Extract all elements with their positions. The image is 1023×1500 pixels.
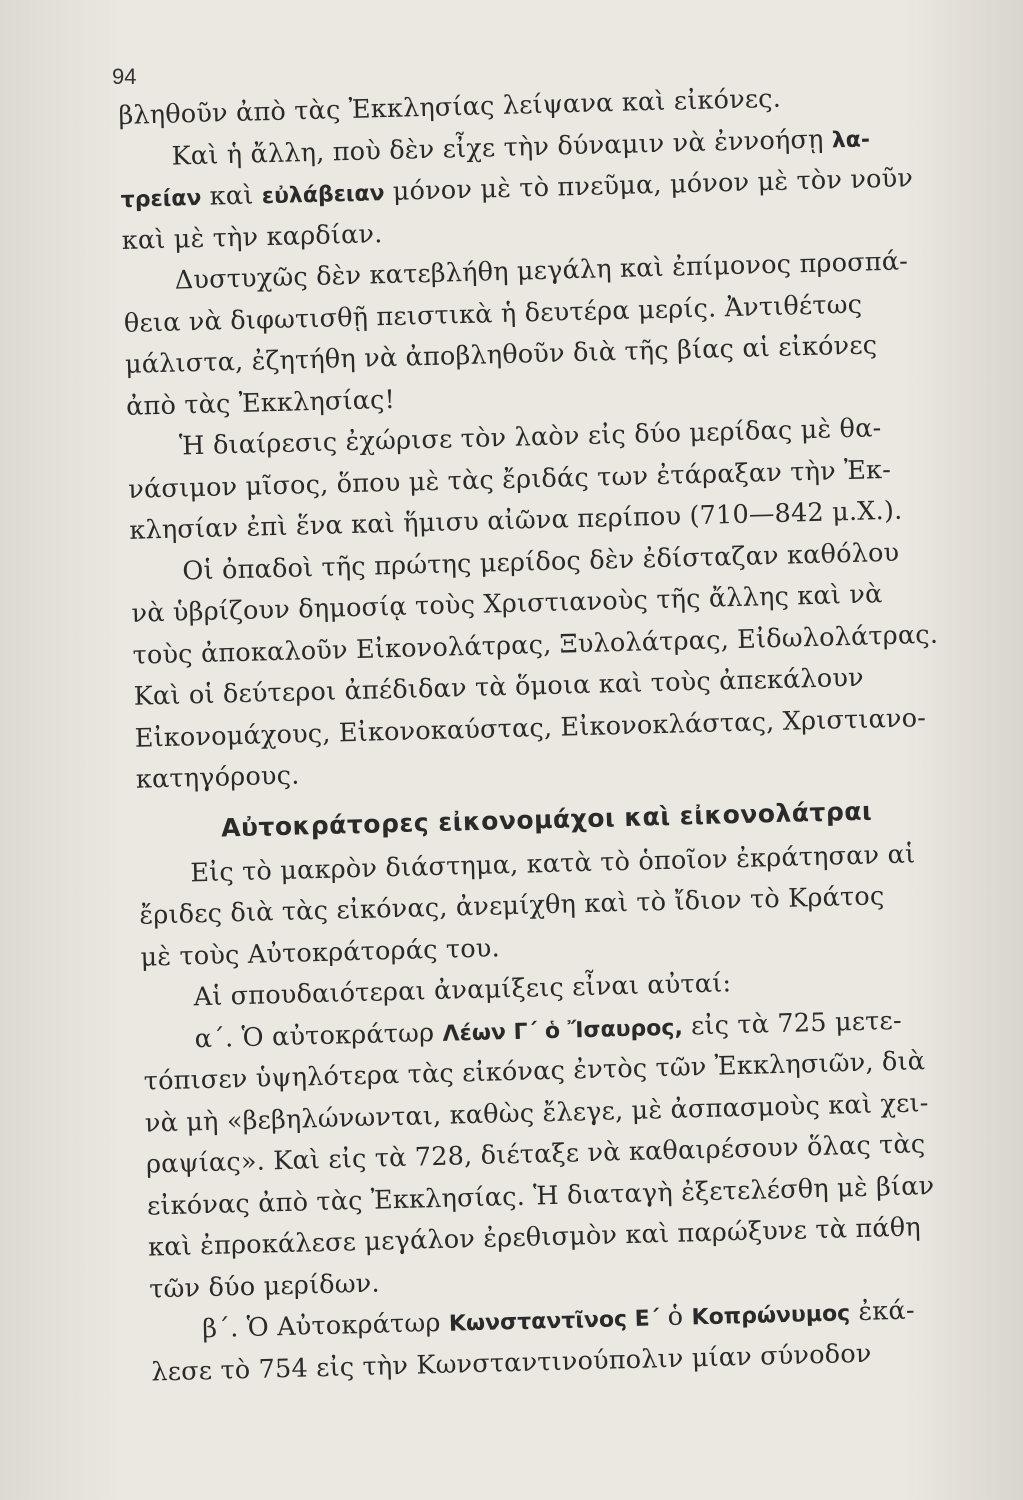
text-line: Εἰς τὸ μακρὸν διάστημα, κατὰ τὸ ὁποῖον ἐκράτησαν αἱ [189, 838, 916, 888]
text-line: ραψίας». Καὶ εἰς τὰ 728, διέταξε νὰ καθαιρέσουν ὅλας τὰς [145, 1129, 926, 1180]
bold-term: λα- [831, 126, 871, 153]
text-line: ἀπὸ τὰς Ἐκκλησίας! [125, 384, 396, 422]
text-line: θεια νὰ διφωτισθῇ πειστικὰ ἡ δευτέρα μερίς. Ἀντιθέτως [123, 289, 863, 339]
text-line: τῶν δύο μερίδων. [148, 1268, 381, 1305]
text-line: Οἱ ὀπαδοὶ τῆς πρώτης μερίδος δὲν ἐδίσταζαν καθόλου [182, 537, 900, 586]
text-line: νάσιμον μῖσος, ὅπου μὲ τὰς ἔριδάς των ἐτάραξαν τὴν Ἐκ- [127, 454, 892, 505]
text-span: Καὶ ἡ ἄλλη, ποὺ δὲν εἶχε τὴν δύναμιν νὰ ἐννοήσῃ [171, 123, 833, 172]
text-line: Ἡ διαίρεσις ἐχώρισε τὸν λαὸν εἰς δύο μερίδας μὲ θα- [178, 413, 882, 462]
text-line: τόπισεν ὑψηλότερα τὰς εἰκόνας ἐντὸς τῶν Ἐκκλησιῶν, διὰ [143, 1046, 926, 1097]
bold-term: τρείαν [120, 185, 202, 213]
bold-term: εὐλάβειαν [261, 181, 385, 210]
text-line: Δυστυχῶς δὲν κατεβλήθη μεγάλη καὶ ἐπίμονος προσπά- [174, 246, 909, 296]
body-text [118, 74, 1002, 1394]
text-line: νὰ μὴ «βεβηλώνωνται, καθὼς ἔλεγε, μὲ ἀσπασμοὺς καὶ χει- [144, 1087, 929, 1139]
text-line: βληθοῦν ἀπὸ τὰς Ἐκκλησίας λείψανα καὶ εἰκόνες. [118, 83, 782, 131]
text-span: β΄. Ὁ Αὐτοκράτωρ [201, 1307, 450, 1345]
text-line: Αἱ σπουδαιότεραι ἀναμίξεις εἶναι αὐταί: [193, 968, 732, 1013]
text-line: μάλιστα, ἐζητήθη νὰ ἀποβληθοῦν διὰ τῆς βίας αἱ εἰκόνες [124, 330, 878, 380]
text-span: εἰς τὰ 725 μετε- [682, 1005, 903, 1042]
bold-term: Λέων Γ΄ ὁ Ἴσαυρος, [442, 1015, 684, 1047]
text-line: μὲ τοὺς Αὐτοκράτοράς του. [140, 932, 501, 973]
bold-term: Κωνσταντῖνος Ε΄ [448, 1306, 660, 1337]
text-span: μόνον μὲ τὸ πνεῦμα, μόνον μὲ τὸν νοῦν [384, 163, 914, 208]
page-number: 94 [112, 64, 137, 89]
text-line: ἔριδες διὰ τὰς εἰκόνας, ἀνεμίχθη καὶ τὸ ἴδιον τὸ Κράτος [139, 881, 885, 931]
text-span: ἐκά- [849, 1295, 916, 1328]
text-span: ὁ [659, 1301, 692, 1333]
text-line: κατηγόρους. [135, 760, 300, 795]
text-line: καὶ ἐπροκάλεσε μεγάλον ἐρεθισμὸν καὶ παρώξυνε τὰ πάθη [147, 1212, 922, 1263]
text-line: κλησίαν ἐπὶ ἕνα καὶ ἥμισυ αἰῶνα περίπου (710—842 μ.Χ.). [128, 495, 903, 546]
section-heading: Αὐτοκράτορες εἰκονομάχοι καὶ εἰκονολάτραι [220, 796, 873, 843]
text-line: καὶ μὲ τὴν καρδίαν. [121, 218, 383, 256]
text-line: λεσε τὸ 754 εἰς τὴν Κωνσταντινούπολιν μίαν σύνοδον [151, 1338, 872, 1388]
text-line: τοὺς ἀποκαλοῦν Εἰκονολάτρας, Ξυλολάτρας, Εἰδωλολάτρας. [132, 619, 939, 671]
text-line: Εἰκονομάχους, Εἰκονοκαύστας, Εἰκονοκλάστας, Χριστιανο- [134, 702, 927, 754]
text-line: Καὶ οἱ δεύτεροι ἀπέδιδαν τὰ ὅμοια καὶ τοὺς ἀπεκάλουν [133, 662, 865, 712]
bold-term: Κοπρώνυμος [691, 1301, 851, 1331]
text-line: εἰκόνας ἀπὸ τὰς Ἐκκλησίας. Ἡ διαταγὴ ἐξετελέσθη μὲ βίαν [146, 1170, 935, 1222]
text-span: α΄. Ὁ αὐτοκράτωρ [194, 1017, 443, 1054]
text-span: καὶ [200, 180, 263, 212]
text-line: νὰ ὑβρίζουν δημοσίᾳ τοὺς Χριστιανοὺς τῆς ἄλλης καὶ νὰ [131, 579, 883, 629]
